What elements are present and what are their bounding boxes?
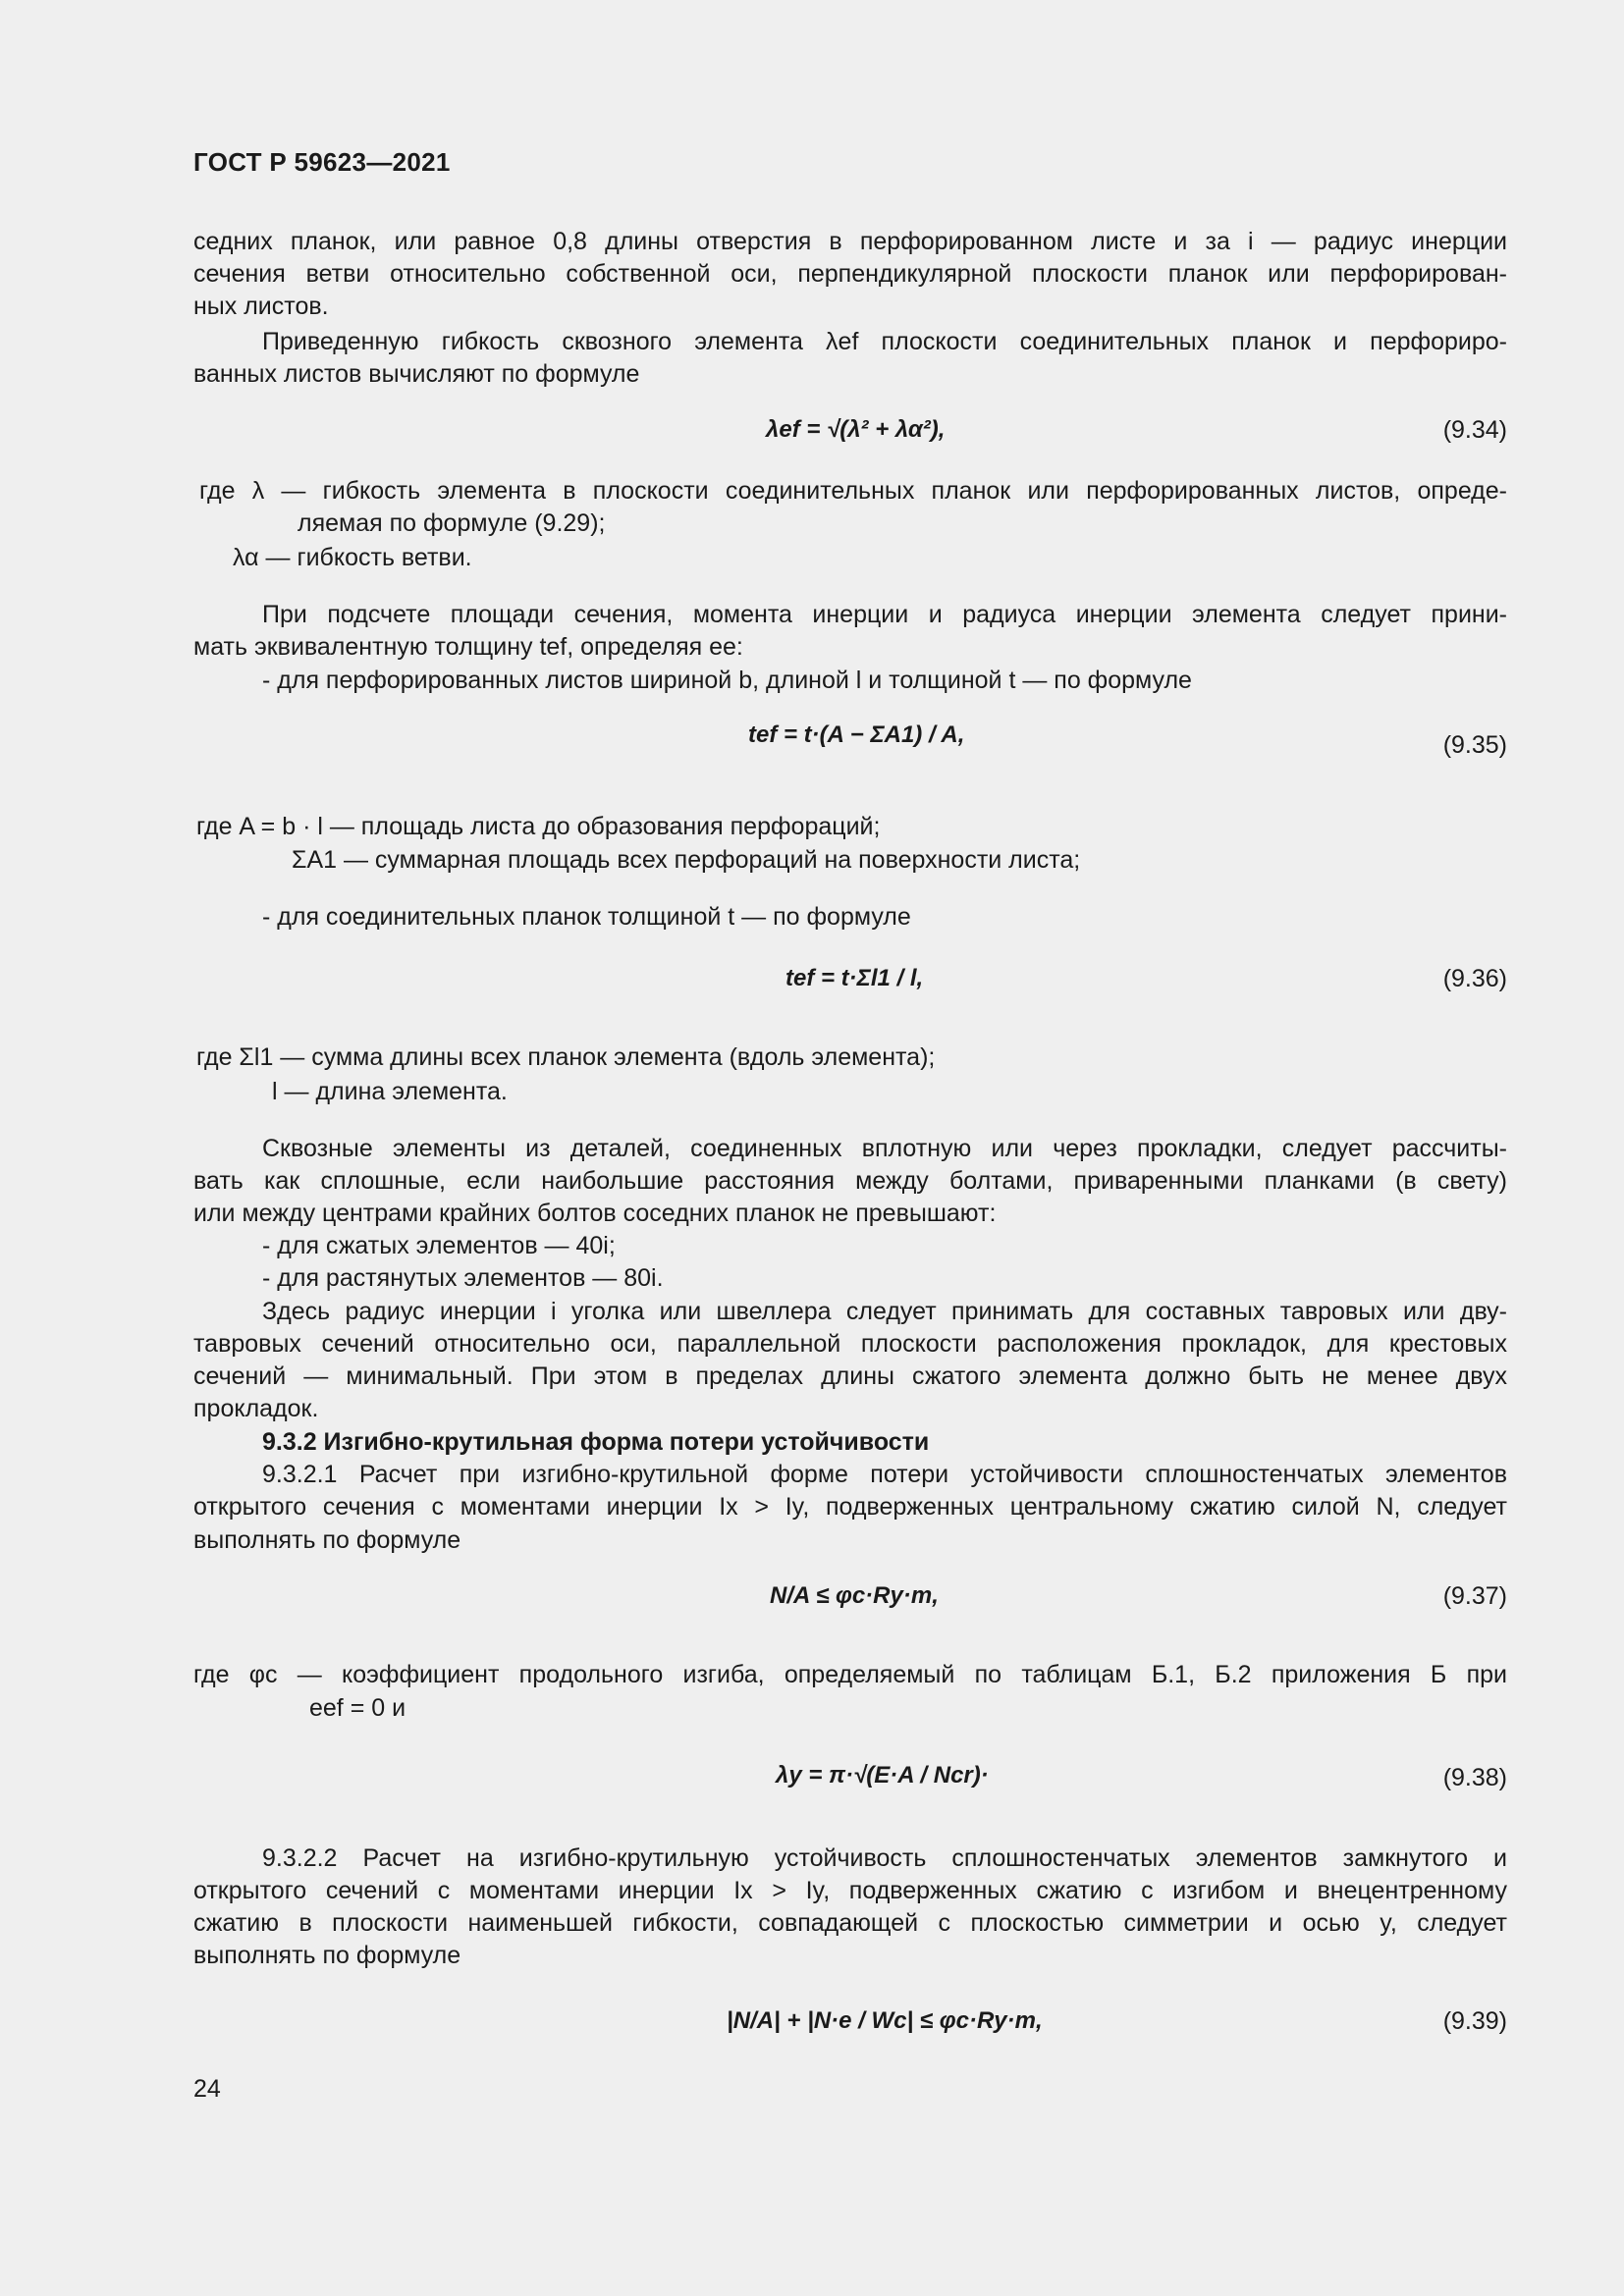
text-line: ляемая по формуле (9.29); xyxy=(298,509,606,537)
text-line: открытого сечения с моментами инерции Ix > Iy, подверженных центральному сжатию силой N, следует xyxy=(193,1493,1507,1521)
text-line: где Σl1 — сумма длины всех планок элемента (вдоль элемента); xyxy=(196,1043,936,1071)
text-line: При подсчете площади сечения, момента инерции и радиуса инерции элемента следует прини- xyxy=(262,601,1507,628)
text-line: ванных листов вычисляют по формуле xyxy=(193,360,640,388)
equation-formula: λef = √(λ² + λα²), xyxy=(766,416,946,443)
equation-9-36 xyxy=(785,965,923,992)
equation-number: (9.38) xyxy=(1442,1764,1507,1791)
text-line: прокладок. xyxy=(193,1395,319,1422)
equation-formula: tef = t·(A − ΣA1) / A, xyxy=(748,721,965,748)
text-line: - для соединительных планок толщиной t — по формуле xyxy=(262,903,911,931)
text-line: мать эквивалентную толщину tef, определяя ее: xyxy=(193,633,743,661)
equation-formula: N/A ≤ φc·Ry·m, xyxy=(770,1582,939,1609)
text-line: eef = 0 и xyxy=(309,1694,406,1722)
equation-formula: |N/A| + |N·e / Wc| ≤ φc·Ry·m, xyxy=(727,2007,1043,2034)
document-header: ГОСТ Р 59623—2021 xyxy=(193,147,451,177)
text-line: Здесь радиус инерции i уголка или швеллера следует принимать для составных тавровых или дву- xyxy=(262,1298,1507,1325)
text-line: l — длина элемента. xyxy=(272,1078,508,1105)
equation-9-39 xyxy=(727,2007,1043,2035)
text-line: выполнять по формуле xyxy=(193,1942,461,1969)
text-line: - для сжатых элементов — 40i; xyxy=(262,1232,616,1259)
text-line: сечений — минимальный. При этом в пределах длины сжатого элемента должно быть не менее двух xyxy=(193,1362,1507,1390)
text-line: где λ — гибкость элемента в плоскости соединительных планок или перфорированных листов, опреде- xyxy=(199,477,1507,505)
equation-formula: λy = π·√(E·A / Ncr)· xyxy=(776,1762,989,1789)
equation-number: (9.34) xyxy=(1442,416,1507,444)
text-line: Приведенную гибкость сквозного элемента λef плоскости соединительных планок и перфориро- xyxy=(262,328,1507,355)
equation-9-37 xyxy=(770,1582,939,1610)
equation-number: (9.37) xyxy=(1442,1582,1507,1610)
text-line: открытого сечений с моментами инерции Ix > Iy, подверженных сжатию с изгибом и внецентренному xyxy=(193,1877,1507,1904)
text-line: где A = b · l — площадь листа до образования перфораций; xyxy=(196,813,881,840)
equation-number: (9.39) xyxy=(1442,2007,1507,2035)
text-line: - для растянутых элементов — 80i. xyxy=(262,1264,664,1292)
text-line: тавровых сечений относительно оси, параллельной плоскости расположения прокладок, для крестовых xyxy=(193,1330,1507,1358)
text-line: где φc — коэффициент продольного изгиба, определяемый по таблицам Б.1, Б.2 приложения Б при xyxy=(193,1661,1507,1688)
equation-9-38 xyxy=(776,1762,989,1789)
equation-9-34 xyxy=(766,416,945,444)
text-line: седних планок, или равное 0,8 длины отверстия в перфорированном листе и за i — радиус инерции xyxy=(193,228,1507,255)
text-line: ных листов. xyxy=(193,293,329,320)
text-line: λα — гибкость ветви. xyxy=(233,544,472,571)
text-line: сечения ветви относительно собственной оси, перпендикулярной плоскости планок или перфорирован- xyxy=(193,260,1507,288)
equation-number: (9.36) xyxy=(1442,965,1507,992)
text-line: ΣA1 — суммарная площадь всех перфораций на поверхности листа; xyxy=(292,846,1081,874)
text-line: 9.3.2.1 Расчет при изгибно-крутильной форме потери устойчивости сплошностенчатых элементов xyxy=(262,1461,1507,1488)
text-line: сжатию в плоскости наименьшей гибкости, совпадающей с плоскостью симметрии и осью y, следует xyxy=(193,1909,1507,1937)
page-number: 24 xyxy=(193,2075,221,2103)
section-heading: 9.3.2 Изгибно-крутильная форма потери устойчивости xyxy=(262,1428,930,1456)
equation-9-35 xyxy=(748,721,964,749)
text-line: - для перфорированных листов шириной b, длиной l и толщиной t — по формуле xyxy=(262,667,1192,694)
equation-number: (9.35) xyxy=(1442,731,1507,759)
text-line: 9.3.2.2 Расчет на изгибно-крутильную устойчивость сплошностенчатых элементов замкнутого и xyxy=(262,1844,1507,1872)
equation-formula: tef = t·Σl1 / l, xyxy=(785,965,924,991)
text-line: или между центрами крайних болтов соседних планок не превышают: xyxy=(193,1200,997,1227)
text-line: вать как сплошные, если наибольшие расстояния между болтами, приваренными планками (в свету) xyxy=(193,1167,1507,1195)
text-line: выполнять по формуле xyxy=(193,1526,461,1554)
text-line: Сквозные элементы из деталей, соединенных вплотную или через прокладки, следует рассчиты- xyxy=(262,1135,1507,1162)
